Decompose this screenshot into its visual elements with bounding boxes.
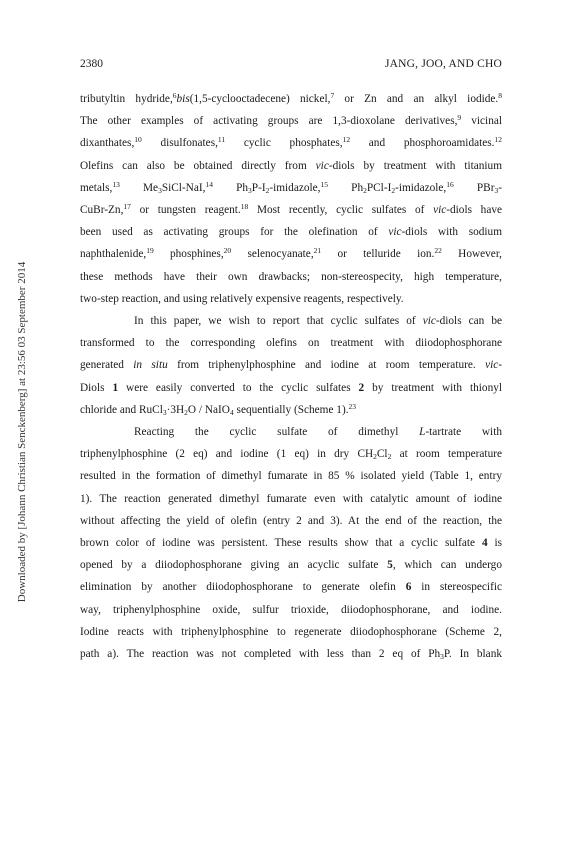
text-line: dixanthates,$^{10}$ disulfonates,$^{11}$ cyclic phosphates,$^{12}$ and phosphoroamidates.$^{12}$ (80, 135, 502, 150)
text-line: chloride and $RuCl_3\cdot 3H_2O$ / NaIO$_4$ sequentially (Scheme 1).$^{23}$ (80, 401, 357, 417)
text-line: generated in situ from triphenylphosphine and iodine at room temperature. vic- (80, 359, 502, 372)
text-line: resulted in the formation of dimethyl fumarate in 85 % isolated yield (Table 1, entry (80, 470, 502, 483)
text-line: opened by a diiodophosphorane giving an acyclic sulfate 5, which can undergo (80, 559, 502, 572)
text-line: 1). The reaction generated dimethyl fumarate even with catalytic amount of iodine (80, 492, 502, 505)
text-line: brown color of iodine was persistent. These results show that a cyclic sulfate 4 is (80, 537, 503, 550)
paragraph-1 (80, 88, 502, 310)
text-line: without affecting the yield of olefin (entry 2 and 3). At the end of the reaction, the (80, 514, 502, 527)
text-line: The other examples of activating groups are 1,3-dioxolane derivatives,$^9$ vicinal (80, 113, 502, 128)
text-line: elimination by another diiodophosphorane to generate olefin 6 in stereospecific (80, 581, 502, 594)
text-line: tributyltin hydride,$^6$bis(1,5-cyclooctadecene) nickel,$^7$ or Zn and an alkyl iodide.$^8$ (80, 91, 502, 105)
paragraph-2 (80, 310, 502, 421)
page-number: 2380 (80, 58, 103, 70)
body-text (80, 88, 502, 665)
text-line: path a). The reaction was not completed with less than 2 eq of $Ph_3P$. In blank (80, 648, 502, 662)
text-line: these methods have their own drawbacks; non-stereospecity, high temperature, (80, 270, 502, 283)
text-line: triphenylphosphine (2 eq) and iodine (1 eq) in dry $CH_2Cl_2$ at room temperature (80, 448, 502, 462)
text-line: Iodine reacts with triphenylphosphine to regenerate diiodophosphorane (Scheme 2, (80, 625, 502, 638)
text-line: transformed to the corresponding olefins on treatment with diiodophosphorane (80, 337, 502, 350)
running-head: JANG, JOO, AND CHO (384, 58, 502, 70)
text-line: metals,$^{13}$ $Me_3SiCl-NaI,^{14}$ $Ph_3P-I_2-imidazole,^{15}$ $Ph_2PCl-I_2-imidazole,^{16}$ PBr$_3$- (80, 179, 502, 195)
page-header (80, 56, 502, 72)
download-note: Downloaded by [Johann Christian Senckenberg] at 23:56 03 September 2014 (16, 261, 28, 603)
text-line: Reacting the cyclic sulfate of dimethyl L-tartrate with (134, 426, 502, 439)
text-line: naphthalenide,$^{19}$ phosphines,$^{20}$ selenocyanate,$^{21}$ or telluride ion.$^{22}$ However, (80, 246, 502, 261)
text-line: In this paper, we wish to report that cyclic sulfates of vic-diols can be (134, 315, 503, 328)
text-line: Olefins can also be obtained directly from vic-diols by treatment with titanium (80, 159, 502, 172)
text-line: way, triphenylphosphine oxide, sulfur trioxide, diiodophosphorane, and iodine. (80, 603, 502, 616)
text-line: CuBr-Zn,$^{17}$ or tungsten reagent.$^{18}$ Most recently, cyclic sulfates of vic-diols have (80, 202, 503, 217)
text-line: been used as activating groups for the olefination of vic-diols with sodium (80, 226, 502, 239)
text-line: Diols 1 were easily converted to the cyclic sulfates 2 by treatment with thionyl (80, 381, 503, 394)
paragraph-3 (80, 421, 502, 665)
text-line: two-step reaction, and using relatively expensive reagents, respectively. (80, 292, 404, 305)
